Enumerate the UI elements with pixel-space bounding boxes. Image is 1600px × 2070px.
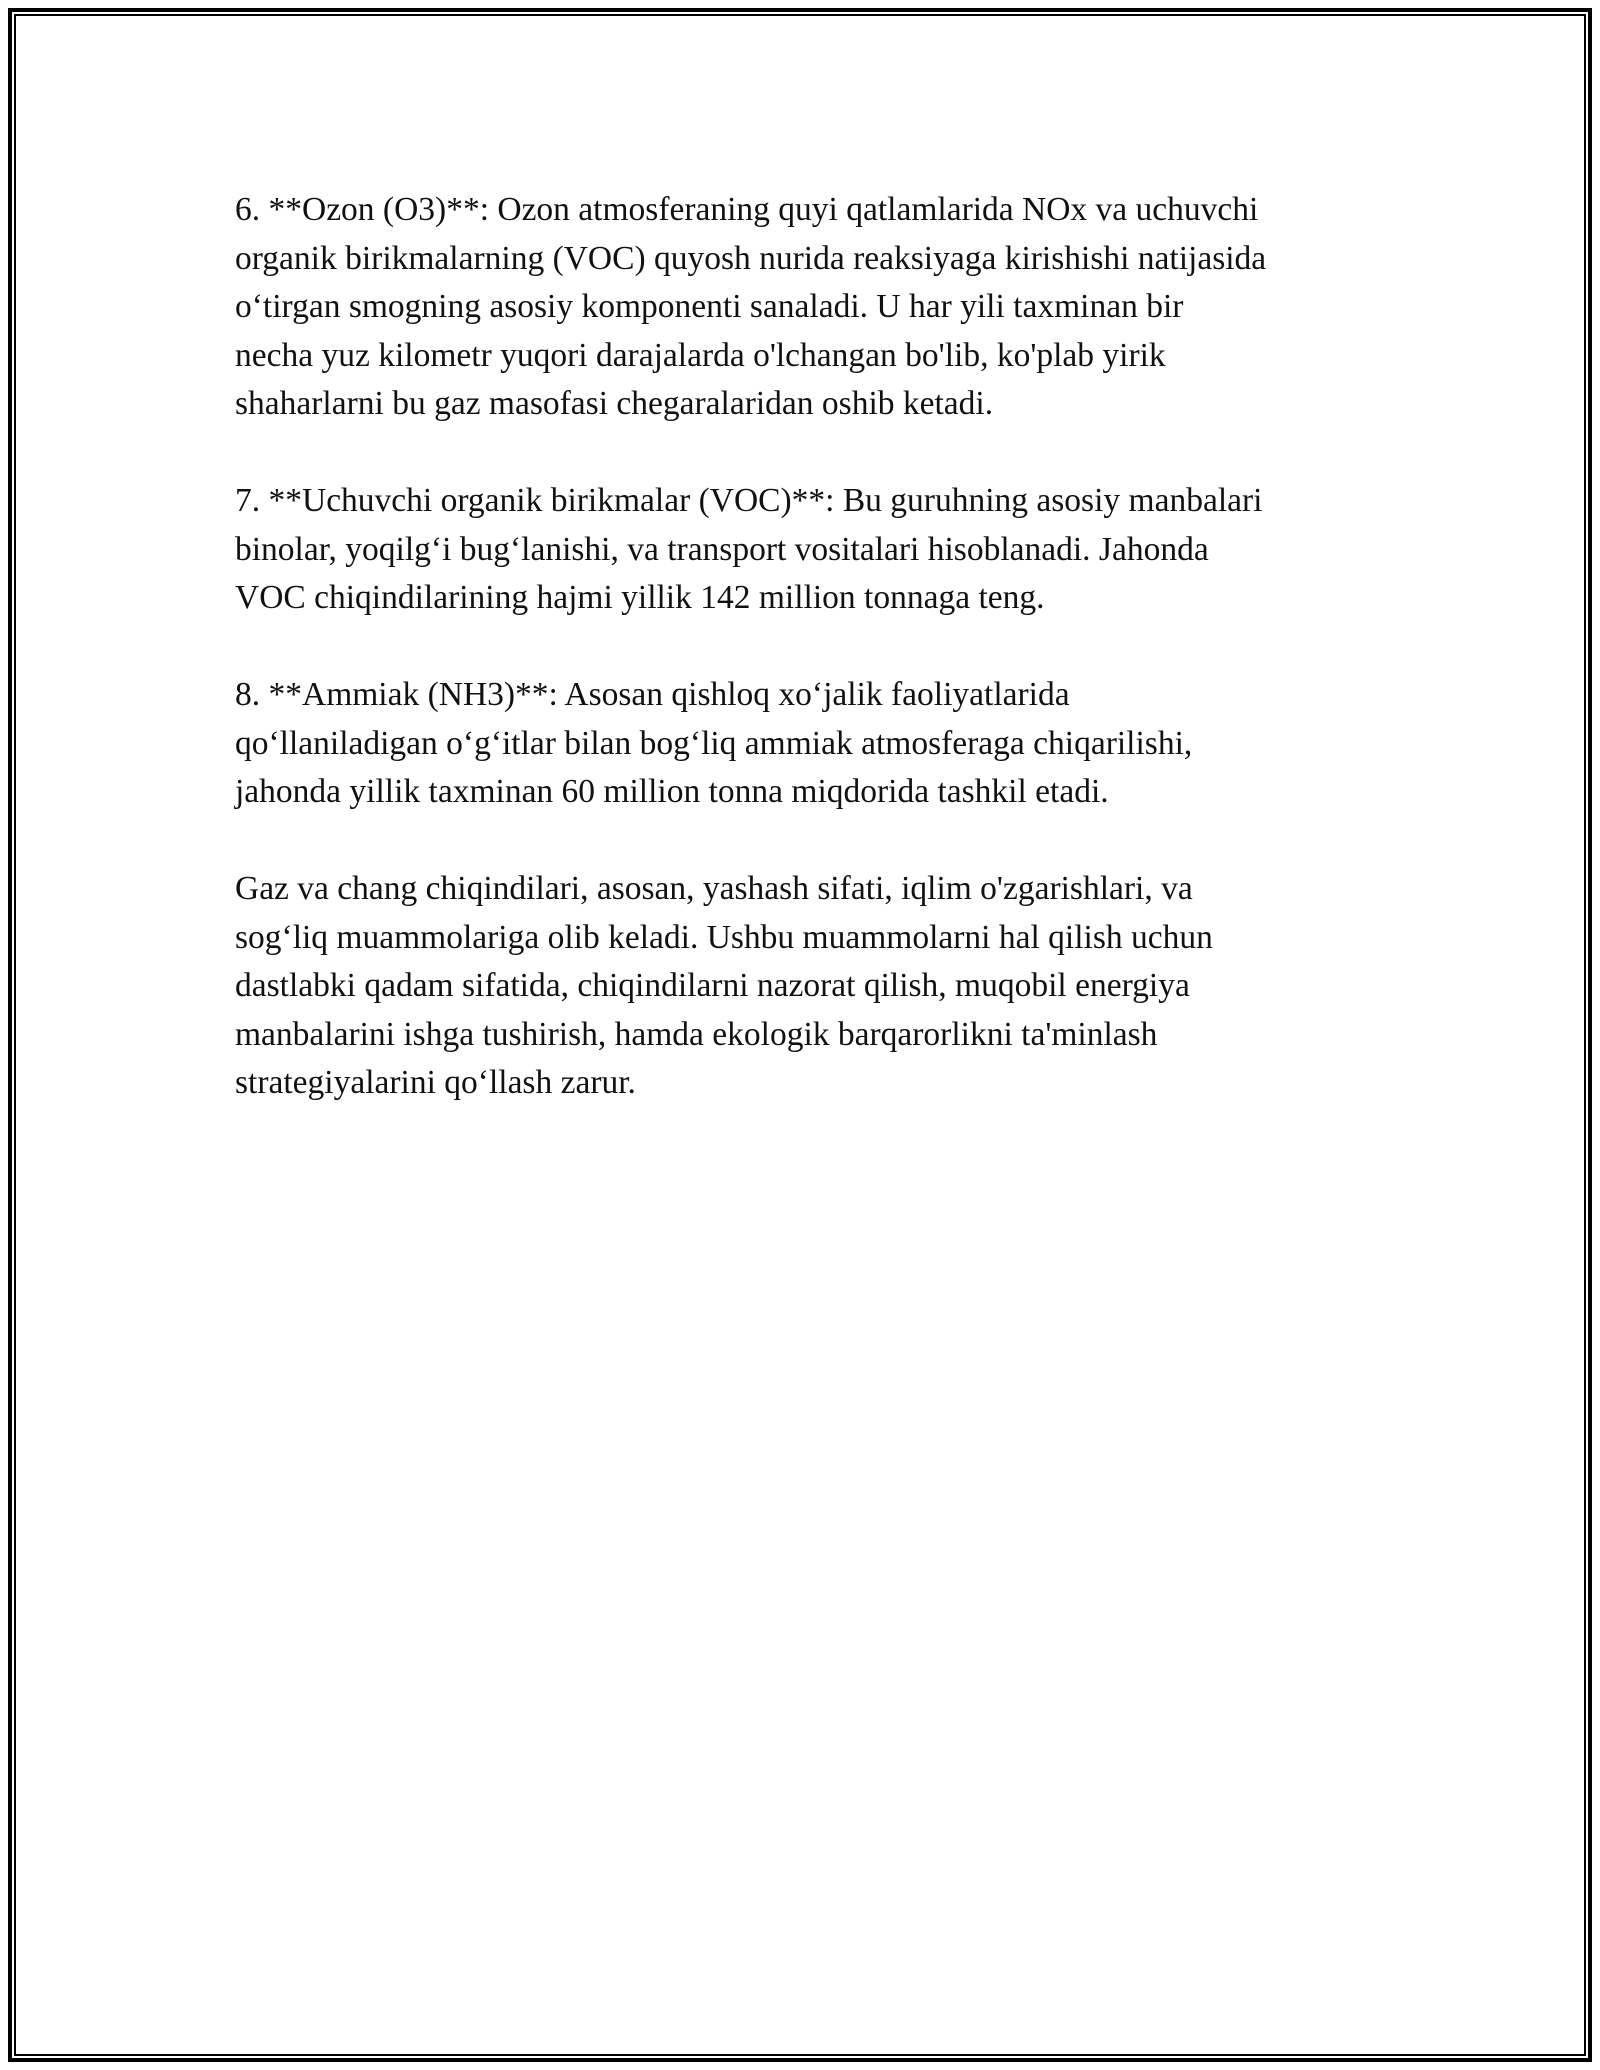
paragraph-conclusion: Gaz va chang chiqindilari, asosan, yashash sifati, iqlim o'zgarishlari, va sogʻliq muammolariga olib keladi. Ushbu muammolarni hal qilish uchun dastlabki qadam sifatida, chiqindilarni nazorat qilish, muqobil energiya manbalarini ishga tushirish, hamda ekologik barqarorlikni ta'minlash strategiyalarini qoʻllash zarur. <box>235 870 1213 1101</box>
paragraph-ozone: 6. **Ozon (O3)**: Ozon atmosferaning quyi qatlamlarida NOx va uchuvchi organik birikmalarning (VOC) quyosh nurida reaksiyaga kirishishi natijasida oʻtirgan smogning asosiy komponenti sanaladi. U har yili taxminan bir necha yuz kilometr yuqori darajalarda o'lchangan bo'lib, ko'plab yirik shaharlarni bu gaz masofasi chegaralaridan oshib ketadi. <box>235 191 1267 422</box>
paragraph-voc: 7. **Uchuvchi organik birikmalar (VOC)**: Bu guruhning asosiy manbalari binolar, yoqilgʻi bugʻlanishi, va transport vositalari hisoblanadi. Jahonda VOC chiqindilarining hajmi yillik 142 million tonnaga teng. <box>235 482 1263 616</box>
paragraph-ammonia: 8. **Ammiak (NH3)**: Asosan qishloq xoʻjalik faoliyatlarida qoʻllaniladigan oʻgʻitlar bilan bogʻliq ammiak atmosferaga chiqarilishi, jahonda yillik taxminan 60 million tonna miqdorida tashkil etadi. <box>235 676 1193 810</box>
document-body <box>235 186 1395 1156</box>
